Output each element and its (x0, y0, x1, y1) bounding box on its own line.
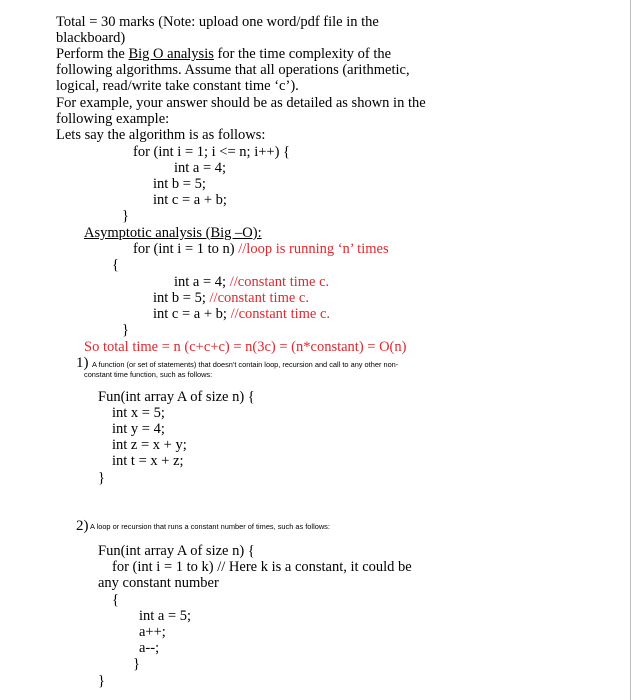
analysis-for-loop: for (int i = 1 to n) //loop is running ‘n’ times (133, 241, 389, 257)
intro-line-6: For example, your answer should be as detailed as shown in the (56, 95, 426, 111)
case2-line-a: int a = 5; (139, 608, 192, 624)
case2-inner-close-brace: } (133, 656, 140, 672)
case2-description: A loop or recursion that runs a constant number of times, such as follows: (90, 522, 330, 531)
intro-line-7: following example: (56, 111, 170, 127)
case2-function-header: Fun(int array A of size n) { (98, 543, 255, 559)
case1-description-line-1: A function (or set of statements) that doesn't contain loop, recursion and call to any other non- (92, 360, 399, 369)
case1-function-header: Fun(int array A of size n) { (98, 389, 255, 405)
case1-line-x: int x = 5; (112, 405, 165, 421)
analysis-open-brace: { (112, 257, 119, 273)
case2-open-brace: { (112, 592, 119, 608)
analysis-line-a: int a = 4; //constant time c. (174, 274, 330, 290)
intro-line-2: blackboard) (56, 30, 126, 46)
analysis-c-comment: //constant time c. (226, 306, 331, 322)
analysis-heading: Asymptotic analysis (Big –O): (84, 225, 262, 241)
example-for-loop: for (int i = 1; i <= n; i++) { (133, 144, 290, 160)
analysis-line-c: int c = a + b; //constant time c. (153, 306, 331, 322)
big-o-analysis-underlined: Big O analysis (128, 46, 214, 62)
example-line-b: int b = 5; (153, 176, 206, 192)
case2-decrement: a--; (139, 640, 160, 656)
intro-line-5: logical, read/write take constant time ‘c’). (56, 78, 299, 94)
example-line-c: int c = a + b; (153, 192, 227, 208)
example-line-a: int a = 4; (174, 160, 227, 176)
case1-line-y: int y = 4; (112, 421, 165, 437)
intro-line-3: Perform the Big O analysis for the time complexity of the (56, 46, 392, 62)
analysis-total-time: So total time = n (c+c+c) = n(3c) = (n*constant) = O(n) (84, 339, 407, 355)
intro-line-8: Lets say the algorithm is as follows: (56, 127, 266, 143)
case1-description-line-2: constant time function, such as follows: (84, 370, 213, 379)
analysis-close-brace: } (122, 322, 129, 338)
page-right-border (630, 0, 631, 700)
intro-line-1: Total = 30 marks (Note: upload one word/pdf file in the (56, 14, 379, 30)
case2-for-continuation: any constant number (98, 575, 219, 591)
case2-number: 2) (76, 518, 89, 534)
case1-close-brace: } (98, 470, 105, 486)
case2-for-loop: for (int i = 1 to k) // Here k is a constant, it could be (112, 559, 412, 575)
intro-line-4: following algorithms. Assume that all operations (arithmetic, (56, 62, 410, 78)
example-close-brace: } (122, 208, 129, 224)
case2-increment: a++; (139, 624, 166, 640)
analysis-for-comment: //loop is running ‘n’ times (234, 241, 389, 257)
analysis-line-b: int b = 5; //constant time c. (153, 290, 309, 306)
analysis-a-comment: //constant time c. (226, 274, 330, 290)
analysis-b-comment: //constant time c. (205, 290, 309, 306)
case2-outer-close-brace: } (98, 673, 105, 689)
case1-line-z: int z = x + y; (112, 437, 187, 453)
case1-line-t: int t = x + z; (112, 453, 184, 469)
case1-number: 1) (76, 355, 89, 371)
